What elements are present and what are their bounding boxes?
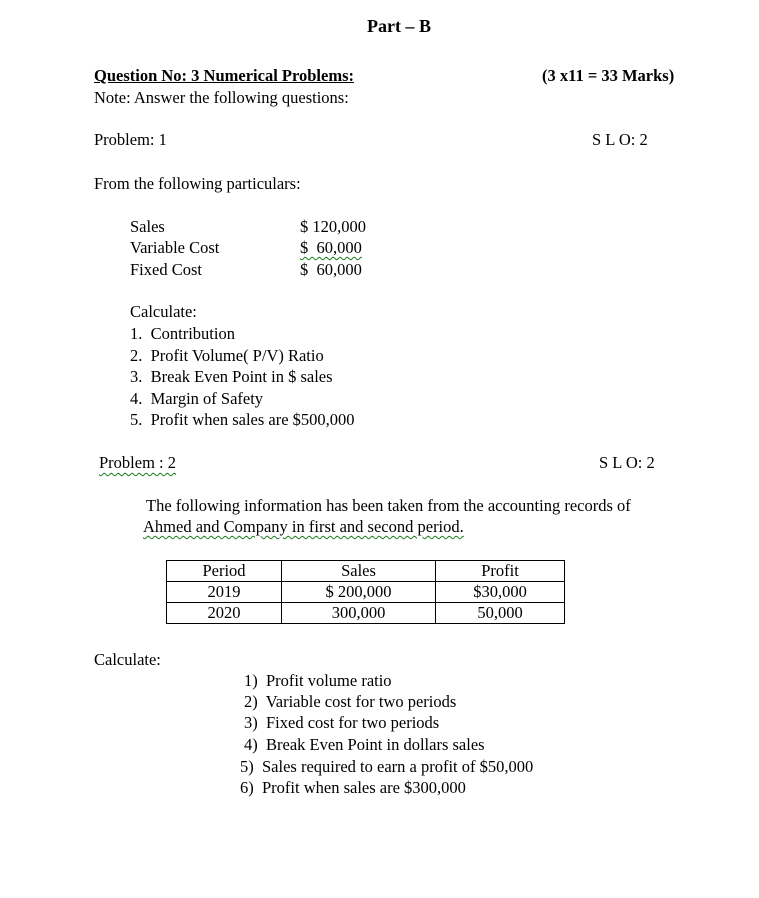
part-title: Part – B	[367, 16, 431, 36]
question-marks: (3 x11 = 33 Marks)	[542, 66, 675, 85]
problem1-title: Problem: 1	[94, 130, 167, 149]
question-heading: Question No: 3 Numerical Problems:	[94, 66, 354, 85]
particular-label: Fixed Cost	[130, 260, 202, 279]
list-item: 5. Profit when sales are $500,000	[130, 410, 355, 429]
problem2-title: Problem : 2	[99, 453, 176, 472]
table-cell: 2019	[167, 582, 282, 603]
problem1-intro: From the following particulars:	[94, 174, 301, 193]
list-item: 5) Sales required to earn a profit of $50,000	[240, 757, 534, 776]
period-data-table	[166, 560, 565, 624]
list-item: 2) Variable cost for two periods	[244, 692, 457, 711]
problem2-calculate-label: Calculate:	[94, 650, 161, 669]
table-row	[167, 603, 565, 624]
list-item: 3) Fixed cost for two periods	[244, 713, 440, 732]
table-header-sales: Sales	[282, 561, 436, 582]
problem2-slo: S L O: 2	[599, 453, 655, 472]
question-note: Note: Answer the following questions:	[94, 88, 349, 107]
problem2-intro-line1: The following information has been taken from the accounting records of	[146, 496, 631, 515]
table-cell: 2020	[167, 603, 282, 624]
particular-value: $ 60,000	[300, 260, 362, 279]
table-cell: 50,000	[436, 603, 565, 624]
table-row	[167, 582, 565, 603]
particular-value: $ 60,000	[300, 238, 362, 257]
particular-label: Variable Cost	[130, 238, 220, 257]
table-cell: 300,000	[282, 603, 436, 624]
list-item: 4. Margin of Safety	[130, 389, 264, 408]
table-header-profit: Profit	[436, 561, 565, 582]
problem1-calculate-label: Calculate:	[130, 302, 197, 321]
list-item: 4) Break Even Point in dollars sales	[244, 735, 485, 754]
table-header-row	[167, 561, 565, 582]
list-item: 3. Break Even Point in $ sales	[130, 367, 333, 386]
particular-label: Sales	[130, 217, 165, 236]
problem1-slo: S L O: 2	[592, 130, 648, 149]
table-cell: $ 200,000	[282, 582, 436, 603]
problem2-intro-line2: Ahmed and Company in first and second period.	[143, 517, 464, 536]
particular-value: $ 120,000	[300, 217, 366, 236]
list-item: 1. Contribution	[130, 324, 235, 343]
list-item: 2. Profit Volume( P/V) Ratio	[130, 346, 324, 365]
table-header-period: Period	[167, 561, 282, 582]
table-cell: $30,000	[436, 582, 565, 603]
list-item: 1) Profit volume ratio	[244, 671, 392, 690]
list-item: 6) Profit when sales are $300,000	[240, 778, 466, 797]
